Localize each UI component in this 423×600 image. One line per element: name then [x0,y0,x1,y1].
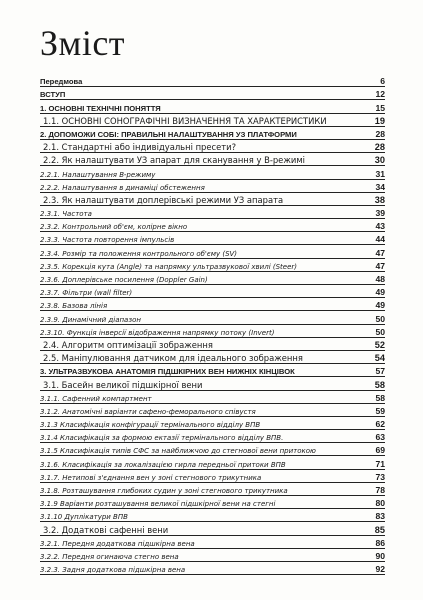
toc-entry[interactable] [40,219,385,232]
toc-entry-title: 3.1.1. Сафенний компартмент [40,394,152,403]
toc-entry-title: 2.2.1. Налаштування B-режиму [40,170,156,179]
toc-entry[interactable] [40,127,385,140]
toc-entry-page: 15 [375,102,385,113]
toc-entry-title: 3.1.6. Класифікація за локалізацією гирла передньої притоки ВПВ [40,460,286,469]
toc-entry-page: 12 [375,89,385,100]
toc-entry-title: Передмова [40,77,83,87]
toc-entry[interactable] [40,496,385,509]
toc-entry[interactable] [40,311,385,324]
toc-entry-title: 3.2. Додаткові сафенні вени [43,524,169,535]
toc-entry-title: 2.5. Маніпулювання датчиком для ідеального зображення [43,353,303,364]
toc-entry[interactable] [40,272,385,285]
toc-entry[interactable] [40,404,385,417]
toc-entry[interactable] [40,483,385,496]
toc-entry[interactable] [40,430,385,443]
toc-entry[interactable] [40,206,385,219]
toc-entry-title: 3.1.2. Анатомічні варіанти сафено-феморального співустя [40,407,256,416]
toc-entry-page: 19 [374,115,385,126]
toc-entry-title: 3.1.9 Варіанти розташування великої підшкірної вени на стегні [40,500,276,509]
toc-entry-title: 3.2.3. Задня додаткова підшкірна вена [40,566,186,575]
toc-entry-title: 2.1. Стандартні або індивідуальні пресети? [43,142,237,153]
toc-entry-title: 3.1.10 Дуплікатури ВПВ [40,513,128,522]
toc-entry[interactable] [40,562,385,575]
toc-entry-page: 85 [374,524,385,535]
toc-entry-title: 2.3.10. Функція інверсії відображення напрямку потоку (Invert) [40,328,275,337]
toc-entry-page: 52 [374,339,385,350]
toc-entry-title: 3. УЛЬТРАЗВУКОВА АНАТОМІЯ ПІДШКІРНИХ ВЕН НИЖНІХ КІНЦІВОК [40,367,295,377]
toc-entry-page: 28 [375,128,385,139]
toc-entry-title: 2.4. Алгоритм оптимізації зображення [43,339,213,350]
toc-entry-page: 43 [375,221,385,232]
toc-entry-page: 54 [374,353,385,364]
toc-entry-page: 57 [375,366,385,377]
toc-entry-page: 28 [374,142,385,153]
toc-entry-title: 2.3.6. Доплерівське посилення (Doppler Gain) [40,276,208,284]
toc-entry-page: 38 [374,194,385,205]
toc-entry[interactable] [40,285,385,298]
toc-entry[interactable] [40,153,385,166]
page-title: Зміст [40,23,126,63]
toc-entry[interactable] [40,259,385,272]
toc-entry-title: 2.3.8. Базова лінія [40,302,108,311]
toc-entry-page: 78 [375,485,385,495]
toc-entry[interactable] [40,443,385,456]
toc-entry[interactable] [40,549,385,562]
toc-entry-title: 2.2.2. Налаштування в динаміці обстеження [40,183,205,192]
toc-entry-page: 49 [375,287,385,298]
toc-entry[interactable] [40,391,385,404]
toc-entry[interactable] [40,74,385,87]
toc-entry-title: 3.2.1. Передня додаткова підшкірна вена [40,539,195,548]
table-of-contents [40,74,385,575]
toc-entry-title: 3.1.5 Класифікація типів СФС за найближчою до стегнової вени притокою [40,447,316,456]
toc-entry-page: 63 [375,432,385,443]
toc-entry-page: 50 [375,326,385,337]
toc-entry[interactable] [40,377,385,390]
toc-entry[interactable] [40,232,385,245]
toc-entry-page: 86 [375,537,385,548]
toc-entry[interactable] [40,166,385,179]
toc-entry-title: 3.1. Басейн великої підшкірної вени [43,379,203,390]
toc-entry[interactable] [40,417,385,430]
toc-entry-page: 47 [375,260,385,271]
toc-entry-page: 58 [375,392,385,403]
toc-entry-page: 34 [375,181,385,192]
toc-entry-title: 2.3.3. Частота повторення імпульсів [40,236,175,245]
toc-entry[interactable] [40,509,385,522]
toc-entry-page: 44 [375,234,385,245]
toc-entry-page: 47 [375,247,385,258]
toc-entry-title: 3.2.2. Передня огинаюча стегно вена [40,552,179,561]
toc-entry[interactable] [40,522,385,535]
toc-entry[interactable] [40,456,385,469]
toc-entry[interactable] [40,245,385,258]
toc-entry-page: 59 [375,405,385,416]
toc-entry-title: 2.3.9. Динамічний діапазон [40,315,141,324]
toc-entry[interactable] [40,114,385,127]
toc-entry-page: 49 [375,300,385,311]
toc-entry[interactable] [40,100,385,113]
toc-entry-page: 69 [375,445,385,456]
toc-entry-page: 48 [375,274,385,284]
toc-entry-page: 31 [375,168,385,179]
toc-entry-title: 3.1.7. Нетипові з'єднання вен у зоні стегнового трикутника [40,473,262,482]
toc-entry-title: 2.3.4. Розмір та положення контрольного об'єму (SV) [40,249,238,258]
toc-entry-title: ВСТУП [40,90,66,100]
toc-entry-title: 2.3. Як налаштувати доплерівські режими УЗ апарата [43,194,284,205]
toc-entry-title: 2.3.2. Контрольний об'єм, колірне вікно [40,223,188,232]
toc-entry-title: 2. ДОПОМОЖИ СОБІ: ПРАВИЛЬНІ НАЛАШТУВАННЯ УЗ ПЛАТФОРМИ [40,129,297,139]
toc-entry-page: 39 [375,208,385,219]
toc-entry-page: 71 [375,458,385,469]
toc-entry[interactable] [40,325,385,338]
toc-entry-page: 92 [375,564,385,575]
toc-entry-page: 62 [375,419,385,430]
toc-entry-page: 83 [375,511,385,522]
toc-entry-page: 6 [380,76,385,87]
toc-entry-page: 50 [375,313,385,324]
toc-entry-title: 3.1.8. Розташування глибоких судин у зоні стегнового трикутника [40,487,288,495]
toc-entry-title: 2.2. Як налаштувати УЗ апарат для сканування у B-режимі [43,155,305,166]
toc-entry[interactable] [40,536,385,549]
toc-entry[interactable] [40,193,385,206]
toc-entry-page: 58 [374,379,385,390]
toc-entry-page: 30 [374,155,385,166]
toc-entry[interactable] [40,338,385,351]
toc-entry[interactable] [40,180,385,193]
toc-entry-title: 1. ОСНОВНІ ТЕХНІЧНІ ПОНЯТТЯ [40,103,161,113]
toc-entry-page: 80 [375,498,385,509]
toc-entry-page: 73 [375,471,385,482]
toc-entry-title: 1.1. ОСНОВНІ СОНОГРАФІЧНІ ВИЗНАЧЕННЯ ТА ХАРАКТЕРИСТИКИ [43,115,327,126]
toc-entry[interactable] [40,351,385,364]
toc-entry[interactable] [40,470,385,483]
toc-entry-page: 90 [375,550,385,561]
toc-entry-title: 2.3.7. Фільтри (wall filter) [40,289,133,298]
toc-entry-title: 3.1.4 Класифікація за формою ектазії термінального відділу ВПВ. [40,434,284,443]
toc-entry[interactable] [40,140,385,153]
toc-entry[interactable] [40,87,385,100]
toc-entry-title: 2.3.1. Частота [40,210,92,219]
toc-entry[interactable] [40,298,385,311]
toc-entry-title: 2.3.5. Корекція кута (Angle) та напрямку ультразвукової хвилі (Steer) [40,262,298,271]
toc-entry[interactable] [40,364,385,377]
toc-entry-title: 3.1.3 Класифікація конфігурації термінального відділу ВПВ [40,421,261,430]
